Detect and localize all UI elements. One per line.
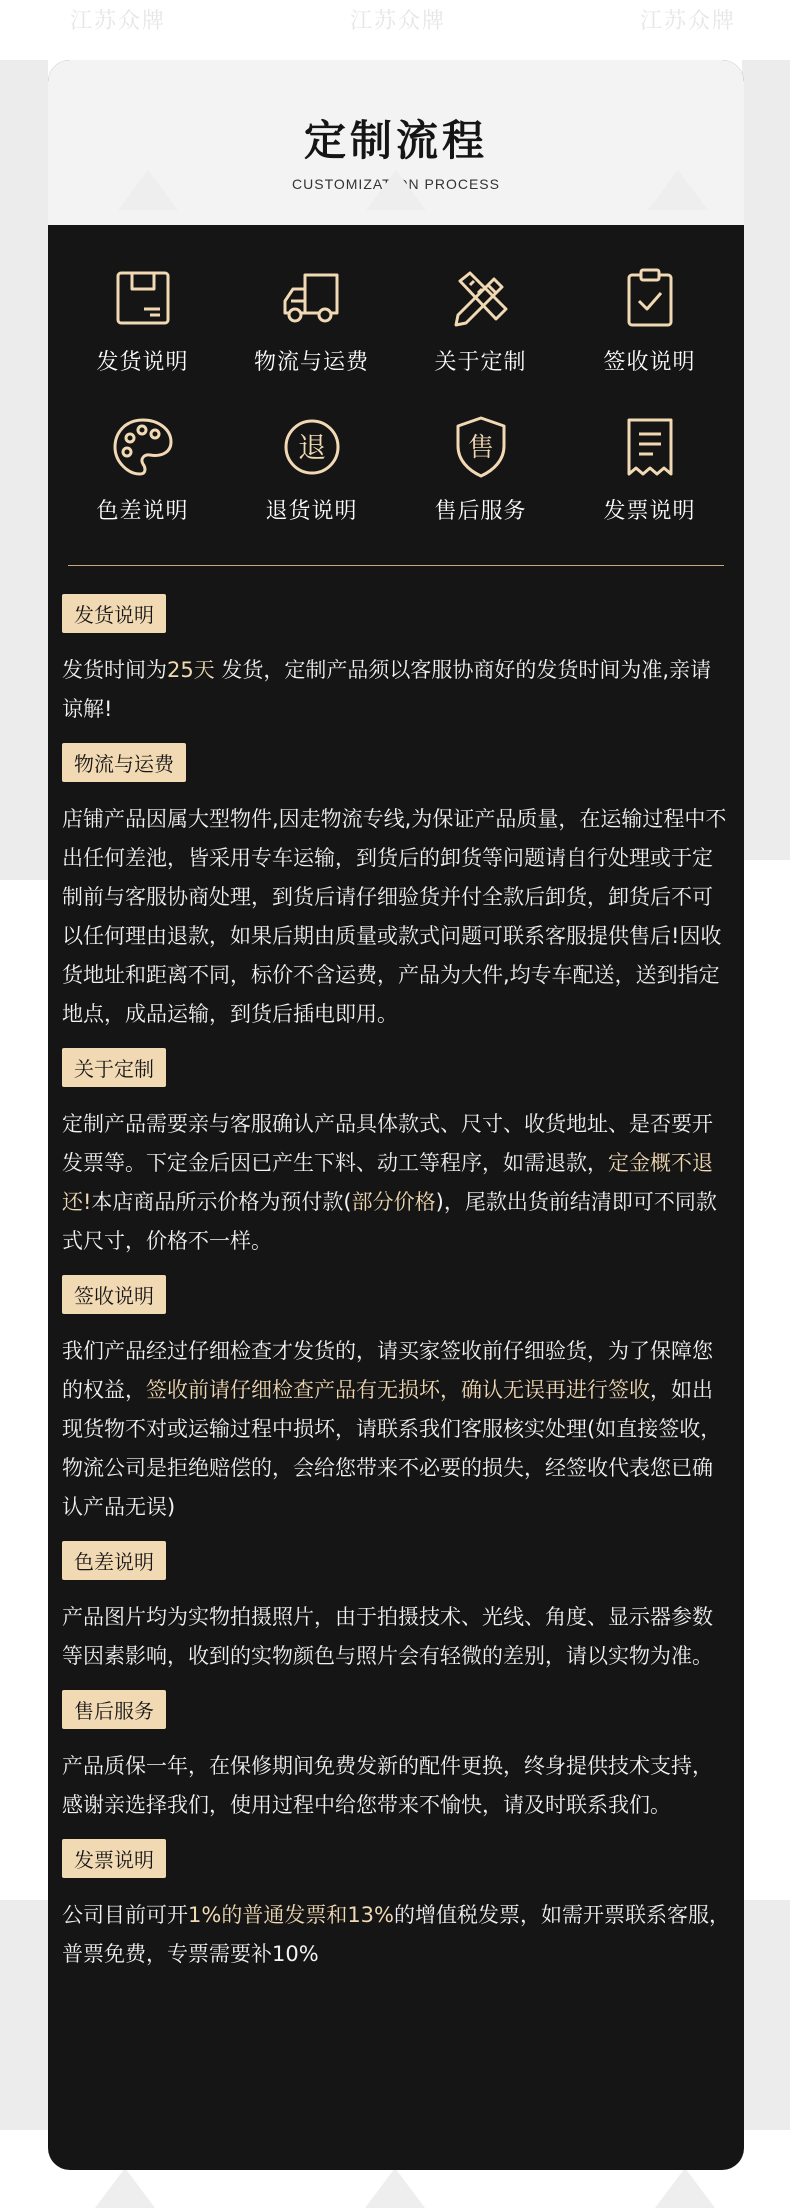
watermark-logo-icon	[648, 170, 708, 210]
grid-item-invoice[interactable]	[565, 414, 734, 525]
section-shipping	[62, 594, 730, 729]
grid-item-label: 签收说明	[603, 350, 696, 375]
section-tag: 色差说明	[62, 1541, 166, 1580]
shield-icon	[448, 414, 514, 480]
watermark: 江苏众牌	[640, 9, 737, 34]
section-tag: 发货说明	[62, 594, 166, 633]
body-text: 我们产品经过仔细检查才发货的，请买家签收前仔细验货，为了保障您的权益，	[62, 1339, 713, 1402]
grid-item-returns[interactable]	[227, 414, 396, 525]
left-side-band-lower	[0, 1900, 48, 2130]
highlighted-text: 签收前请仔细检查产品有无损坏，确认无误再进行签收	[146, 1378, 650, 1402]
section-tag: 签收说明	[62, 1275, 166, 1314]
watermark: 江苏众牌	[70, 9, 167, 34]
watermark-logo-icon	[95, 2168, 155, 2208]
grid-item-color-difference[interactable]	[58, 414, 227, 525]
section-tag: 物流与运费	[62, 743, 186, 782]
section-text	[62, 651, 730, 729]
shield-glyph: 售	[467, 433, 494, 463]
body-text: )，尾款出货前结清即可不同款式尺寸，价格不一样。	[62, 1190, 717, 1253]
highlighted-text: 定金概不退还!	[62, 1151, 713, 1214]
right-side-band-lower	[742, 1900, 790, 2130]
grid-item-logistics[interactable]	[227, 265, 396, 376]
info-card	[48, 60, 744, 2170]
body-text: 发货，定制产品须以客服协商好的发货时间为准,亲请谅解!	[62, 658, 712, 721]
body-text: 定制产品需要亲与客服确认产品具体款式、尺寸、收货地址、是否要开发票等。下定金后因已产生下料、动工等程序，如需退款，	[62, 1112, 713, 1175]
grid-item-label: 退货说明	[265, 499, 358, 524]
section-color-difference	[62, 1541, 730, 1676]
body-text: 的增值税发票，如需开票联系客服，普票免费，专票需要补10%	[62, 1903, 730, 1966]
grid-item-after-sales[interactable]	[396, 414, 565, 525]
highlighted-text: 25天	[167, 658, 215, 682]
grid-item-label: 售后服务	[434, 499, 527, 524]
watermark-logo-icon	[365, 2168, 425, 2208]
watermark-logo-icon	[118, 170, 178, 210]
section-tag: 发票说明	[62, 1839, 166, 1878]
section-logistics	[62, 743, 730, 1034]
section-signing	[62, 1275, 730, 1527]
box-icon	[110, 265, 176, 331]
grid-item-label: 发票说明	[603, 499, 696, 524]
body-text: 产品图片均为实物拍摄照片，由于拍摄技术、光线、角度、显示器参数等因素影响，收到的实物颜色与照片会有轻微的差别，请以实物为准。	[62, 1605, 713, 1668]
section-text	[62, 800, 730, 1034]
grid-item-signing[interactable]	[565, 265, 734, 376]
section-invoice	[62, 1839, 730, 1974]
category-grid	[48, 225, 744, 525]
truck-icon	[279, 265, 345, 331]
section-after-sales	[62, 1690, 730, 1825]
body-text: 店铺产品因属大型物件,因走物流专线,为保证产品质量，在运输过程中不出任何差池，皆采用专车运输，到货后的卸货等问题请自行处理或于定制前与客服协商处理，到货后请仔细验货并付全款后卸货，卸货后不可以任何理由退款，如果后期由质量或款式问题可联系客服提供售后!因收货地址和距离不同，标价不含运费，产品为大件,均专车配送，送到指定地点，成品运输，到货后插电即用。	[62, 807, 727, 1026]
watermark-logo-icon	[366, 170, 426, 210]
body-text: 发货时间为	[62, 658, 167, 682]
sections-list	[48, 566, 744, 1974]
grid-item-shipping[interactable]	[58, 265, 227, 376]
section-text	[62, 1896, 730, 1974]
section-text	[62, 1105, 730, 1261]
right-side-band	[742, 60, 790, 860]
grid-item-label: 发货说明	[96, 350, 189, 375]
return-glyph: 退	[297, 431, 326, 464]
return-icon	[279, 414, 345, 480]
body-text: 本店商品所示价格为预付款(	[91, 1190, 352, 1214]
grid-item-customization[interactable]	[396, 265, 565, 376]
section-text	[62, 1332, 730, 1527]
highlighted-text: 部分价格	[351, 1190, 436, 1214]
section-customization	[62, 1048, 730, 1261]
tools-icon	[448, 265, 514, 331]
page-subtitle: CUSTOMIZATION PROCESS	[292, 176, 500, 192]
palette-icon	[110, 414, 176, 480]
grid-item-label: 关于定制	[434, 350, 527, 375]
section-text	[62, 1598, 730, 1676]
left-side-band	[0, 60, 48, 880]
clipboard-check-icon	[617, 265, 683, 331]
body-text: 产品质保一年，在保修期间免费发新的配件更换，终身提供技术支持，感谢亲选择我们，使用过程中给您带来不愉快，请及时联系我们。	[62, 1754, 713, 1817]
grid-item-label: 色差说明	[96, 499, 189, 524]
receipt-icon	[617, 414, 683, 480]
body-text: ，如出现货物不对或运输过程中损坏，请联系我们客服核实处理(如直接签收，物流公司是拒绝赔偿的，会给您带来不必要的损失，经签收代表您已确认产品无误)	[62, 1378, 722, 1519]
highlighted-text: 1%的普通发票和13%	[188, 1903, 394, 1927]
section-tag: 售后服务	[62, 1690, 166, 1729]
grid-item-label: 物流与运费	[253, 350, 369, 375]
section-tag: 关于定制	[62, 1048, 166, 1087]
page-title: 定制流程	[303, 116, 488, 165]
body-text: 公司目前可开	[62, 1903, 188, 1927]
watermark-logo-icon	[655, 2168, 715, 2208]
watermark: 江苏众牌	[350, 9, 447, 34]
section-text	[62, 1747, 730, 1825]
card-header	[48, 60, 744, 225]
